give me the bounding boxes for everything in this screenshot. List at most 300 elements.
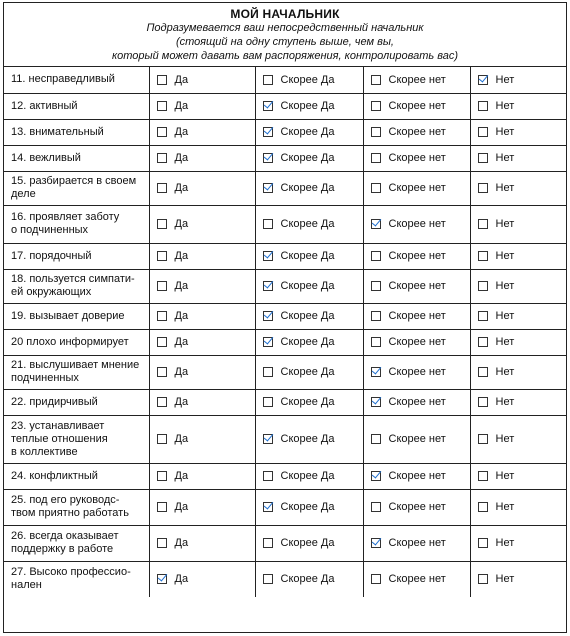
answer-option[interactable]: [256, 218, 363, 230]
option-label: Скорее нет: [388, 152, 446, 164]
option-label: Нет: [495, 470, 515, 482]
checked-checkbox-icon[interactable]: [263, 251, 273, 261]
option-label: Скорее нет: [388, 573, 446, 586]
table-row: [4, 561, 566, 597]
checkbox-icon[interactable]: [478, 219, 488, 229]
answer-cell: [255, 329, 363, 355]
checked-checkbox-icon[interactable]: [263, 434, 273, 444]
form-header: [4, 3, 566, 67]
answer-cell: [149, 67, 255, 93]
question-text: в коллективе: [11, 445, 78, 458]
answer-option[interactable]: [471, 152, 567, 164]
table-row: [4, 145, 566, 171]
answer-option[interactable]: [364, 126, 470, 138]
question-cell: [4, 303, 149, 329]
answer-cell: [363, 463, 470, 489]
checkbox-icon[interactable]: [371, 153, 381, 163]
answer-cell: [363, 67, 470, 93]
answer-option[interactable]: [471, 366, 567, 378]
answer-option[interactable]: [256, 336, 363, 348]
question-text: деле: [11, 188, 36, 200]
answer-cell: [149, 355, 255, 389]
checkbox-icon[interactable]: [157, 471, 167, 481]
question-text: 25. под его руководс-: [11, 494, 120, 506]
table-row: [4, 205, 566, 243]
answer-cell: [255, 355, 363, 389]
question-cell: [4, 93, 149, 119]
answer-cell: [255, 269, 363, 303]
option-label: Нет: [495, 250, 515, 262]
checkbox-icon[interactable]: [157, 219, 167, 229]
option-label: Скорее Да: [280, 250, 335, 262]
answer-cell: [470, 171, 566, 205]
checkbox-icon[interactable]: [371, 127, 381, 137]
table-row: [4, 525, 566, 561]
option-label: Скорее нет: [388, 126, 446, 138]
answer-option[interactable]: [150, 470, 255, 482]
checked-checkbox-icon[interactable]: [263, 311, 273, 321]
option-label: Да: [174, 396, 189, 408]
question-cell: [4, 525, 149, 561]
checkbox-icon[interactable]: [157, 502, 167, 512]
answer-option[interactable]: [256, 182, 363, 194]
option-label: Да: [174, 573, 189, 586]
answer-cell: [255, 67, 363, 93]
answer-cell: [255, 243, 363, 269]
checkbox-icon[interactable]: [371, 75, 381, 85]
answer-option[interactable]: [471, 126, 567, 138]
question-text: нален: [11, 579, 42, 592]
form-subtitle-line: (стоящий на одну ступень выше, чем вы,: [175, 36, 394, 48]
answer-option[interactable]: [150, 126, 255, 138]
option-label: Скорее нет: [388, 336, 446, 348]
checkbox-icon[interactable]: [157, 434, 167, 444]
answer-cell: [470, 303, 566, 329]
answer-cell: [363, 561, 470, 597]
answer-option[interactable]: [471, 433, 567, 445]
option-label: Скорее нет: [388, 250, 446, 262]
answer-option[interactable]: [364, 537, 470, 549]
checkbox-icon[interactable]: [371, 337, 381, 347]
checkbox-icon[interactable]: [263, 75, 273, 85]
answer-option[interactable]: [364, 182, 470, 194]
checkbox-icon[interactable]: [157, 397, 167, 407]
checkbox-icon[interactable]: [478, 281, 488, 291]
option-label: Скорее Да: [280, 100, 335, 112]
option-label: Да: [174, 73, 189, 86]
option-label: Скорее Да: [280, 126, 335, 138]
option-label: Да: [174, 100, 189, 112]
question-cell: [4, 243, 149, 269]
checkbox-icon[interactable]: [478, 127, 488, 137]
question-text: 15. разбирается в своем: [11, 175, 137, 187]
question-cell: [4, 463, 149, 489]
answer-cell: [255, 561, 363, 597]
answer-cell: [255, 525, 363, 561]
option-label: Нет: [495, 152, 515, 164]
answer-cell: [363, 145, 470, 171]
option-label: Скорее нет: [388, 396, 446, 408]
answer-cell: [255, 205, 363, 243]
survey-table: [4, 67, 566, 597]
option-label: Нет: [495, 396, 515, 408]
answer-option[interactable]: [256, 152, 363, 164]
question-cell: [4, 415, 149, 463]
answer-option[interactable]: [256, 310, 363, 322]
option-label: Да: [174, 336, 189, 348]
checkbox-icon[interactable]: [157, 538, 167, 548]
checkbox-icon[interactable]: [478, 101, 488, 111]
checked-checkbox-icon[interactable]: [263, 153, 273, 163]
option-label: Нет: [495, 573, 515, 586]
table-row: [4, 93, 566, 119]
question-cell: [4, 145, 149, 171]
question-cell: [4, 561, 149, 597]
answer-option[interactable]: [256, 366, 363, 378]
table-row: [4, 269, 566, 303]
answer-cell: [470, 415, 566, 463]
answer-option[interactable]: [471, 182, 567, 194]
question-text: 20 плохо информирует: [11, 335, 129, 348]
answer-option[interactable]: [471, 74, 567, 86]
answer-option[interactable]: [150, 182, 255, 194]
question-cell: [4, 205, 149, 243]
answer-option[interactable]: [256, 396, 363, 408]
answer-cell: [149, 329, 255, 355]
answer-option[interactable]: [256, 126, 363, 138]
answer-cell: [363, 243, 470, 269]
checkbox-icon[interactable]: [263, 538, 273, 548]
checkbox-icon[interactable]: [157, 127, 167, 137]
option-label: Да: [174, 218, 189, 230]
checked-checkbox-icon[interactable]: [371, 367, 381, 377]
answer-cell: [149, 389, 255, 415]
form-subtitle-line: который может давать вам распоряжения, контролировать вас): [111, 50, 459, 62]
answer-cell: [363, 329, 470, 355]
option-label: Нет: [495, 100, 515, 112]
option-label: Да: [174, 366, 189, 378]
question-text: 11. несправедливый: [11, 73, 115, 86]
question-text: 12. активный: [11, 99, 78, 112]
answer-option[interactable]: [364, 396, 470, 408]
answer-option[interactable]: [150, 250, 255, 262]
answer-cell: [149, 119, 255, 145]
question-text: 27. Высоко профессио-: [11, 566, 131, 579]
checkbox-icon[interactable]: [157, 281, 167, 291]
answer-option[interactable]: [471, 396, 567, 408]
checkbox-icon[interactable]: [263, 367, 273, 377]
survey-form: [3, 2, 567, 633]
checked-checkbox-icon[interactable]: [263, 101, 273, 111]
checkbox-icon[interactable]: [371, 183, 381, 193]
answer-option[interactable]: [150, 501, 255, 513]
answer-cell: [149, 303, 255, 329]
option-label: Да: [174, 470, 189, 482]
answer-cell: [255, 119, 363, 145]
answer-option[interactable]: [471, 470, 567, 482]
option-label: Нет: [495, 280, 515, 292]
option-label: Скорее Да: [280, 182, 335, 194]
checkbox-icon[interactable]: [478, 538, 488, 548]
answer-cell: [255, 389, 363, 415]
checked-checkbox-icon[interactable]: [371, 538, 381, 548]
option-label: Скорее нет: [388, 73, 446, 86]
answer-option[interactable]: [256, 537, 363, 549]
checkbox-icon[interactable]: [371, 502, 381, 512]
checkbox-icon[interactable]: [371, 311, 381, 321]
question-cell: [4, 489, 149, 525]
answer-option[interactable]: [150, 573, 255, 585]
checkbox-icon[interactable]: [157, 337, 167, 347]
question-cell: [4, 171, 149, 205]
answer-option[interactable]: [150, 537, 255, 549]
checkbox-icon[interactable]: [478, 502, 488, 512]
checkbox-icon[interactable]: [157, 367, 167, 377]
question-text: 23. устанавливает: [11, 419, 105, 432]
answer-cell: [363, 269, 470, 303]
answer-option[interactable]: [150, 433, 255, 445]
answer-option[interactable]: [150, 280, 255, 292]
checked-checkbox-icon[interactable]: [371, 471, 381, 481]
question-text: подчиненных: [11, 372, 79, 384]
answer-option[interactable]: [364, 152, 470, 164]
answer-cell: [255, 415, 363, 463]
answer-option[interactable]: [471, 218, 567, 230]
checked-checkbox-icon[interactable]: [157, 574, 167, 584]
answer-cell: [149, 93, 255, 119]
option-label: Скорее Да: [280, 366, 335, 378]
option-label: Скорее Да: [280, 396, 335, 408]
option-label: Скорее нет: [388, 182, 446, 194]
answer-option[interactable]: [364, 336, 470, 348]
option-label: Нет: [495, 501, 515, 513]
checkbox-icon[interactable]: [157, 101, 167, 111]
option-label: Нет: [495, 537, 515, 549]
answer-cell: [470, 67, 566, 93]
answer-cell: [149, 525, 255, 561]
question-text: 13. внимательный: [11, 125, 104, 138]
checked-checkbox-icon[interactable]: [263, 502, 273, 512]
question-cell: [4, 119, 149, 145]
answer-cell: [363, 93, 470, 119]
checkbox-icon[interactable]: [478, 251, 488, 261]
question-text: ей окружающих: [11, 286, 92, 298]
option-label: Нет: [495, 336, 515, 348]
answer-option[interactable]: [471, 250, 567, 262]
question-text: 22. придирчивый: [11, 395, 98, 408]
checkbox-icon[interactable]: [478, 434, 488, 444]
checkbox-icon[interactable]: [371, 574, 381, 584]
answer-cell: [255, 93, 363, 119]
answer-cell: [470, 489, 566, 525]
option-label: Нет: [495, 218, 515, 230]
checkbox-icon[interactable]: [478, 337, 488, 347]
checkbox-icon[interactable]: [263, 471, 273, 481]
checkbox-icon[interactable]: [478, 367, 488, 377]
checkbox-icon[interactable]: [371, 101, 381, 111]
answer-cell: [363, 355, 470, 389]
answer-cell: [470, 329, 566, 355]
answer-cell: [363, 489, 470, 525]
table-row: [4, 415, 566, 463]
answer-cell: [149, 171, 255, 205]
answer-cell: [363, 119, 470, 145]
answer-cell: [470, 269, 566, 303]
answer-option[interactable]: [364, 100, 470, 112]
answer-option[interactable]: [471, 310, 567, 322]
option-label: Да: [174, 433, 189, 445]
checkbox-icon[interactable]: [478, 153, 488, 163]
checkbox-icon[interactable]: [478, 574, 488, 584]
table-row: [4, 463, 566, 489]
checkbox-icon[interactable]: [371, 251, 381, 261]
answer-option[interactable]: [471, 501, 567, 513]
option-label: Да: [174, 152, 189, 164]
answer-cell: [149, 205, 255, 243]
question-cell: [4, 67, 149, 93]
checkbox-icon[interactable]: [157, 153, 167, 163]
option-label: Да: [174, 126, 189, 138]
answer-option[interactable]: [471, 100, 567, 112]
option-label: Да: [174, 310, 189, 322]
answer-cell: [470, 93, 566, 119]
question-text: о подчиненных: [11, 224, 89, 236]
checkbox-icon[interactable]: [478, 311, 488, 321]
answer-option[interactable]: [364, 470, 470, 482]
answer-cell: [470, 145, 566, 171]
option-label: Скорее нет: [388, 433, 446, 445]
answer-option[interactable]: [364, 310, 470, 322]
answer-option[interactable]: [256, 100, 363, 112]
option-label: Нет: [495, 182, 515, 194]
checkbox-icon[interactable]: [157, 183, 167, 193]
answer-cell: [470, 525, 566, 561]
answer-option[interactable]: [364, 74, 470, 86]
checkbox-icon[interactable]: [478, 397, 488, 407]
answer-cell: [255, 489, 363, 525]
option-label: Нет: [495, 310, 515, 322]
question-cell: [4, 269, 149, 303]
answer-cell: [149, 145, 255, 171]
checkbox-icon[interactable]: [157, 311, 167, 321]
answer-option[interactable]: [150, 100, 255, 112]
answer-option[interactable]: [471, 573, 567, 585]
checked-checkbox-icon[interactable]: [263, 337, 273, 347]
answer-option[interactable]: [150, 218, 255, 230]
answer-option[interactable]: [150, 74, 255, 86]
question-text: 18. пользуется симпати-: [11, 273, 135, 285]
option-label: Скорее нет: [388, 280, 446, 292]
answer-option[interactable]: [364, 218, 470, 230]
checkbox-icon[interactable]: [371, 281, 381, 291]
checkbox-icon[interactable]: [263, 397, 273, 407]
table-row: [4, 329, 566, 355]
answer-option[interactable]: [256, 433, 363, 445]
question-text: 16. проявляет заботу: [11, 211, 120, 223]
checkbox-icon[interactable]: [157, 75, 167, 85]
option-label: Нет: [495, 126, 515, 138]
option-label: Да: [174, 280, 189, 292]
checked-checkbox-icon[interactable]: [371, 219, 381, 229]
option-label: Скорее Да: [280, 152, 335, 164]
checkbox-icon[interactable]: [371, 434, 381, 444]
answer-option[interactable]: [364, 573, 470, 585]
answer-option[interactable]: [256, 470, 363, 482]
answer-cell: [470, 389, 566, 415]
table-row: [4, 119, 566, 145]
answer-cell: [149, 269, 255, 303]
checked-checkbox-icon[interactable]: [263, 127, 273, 137]
answer-cell: [470, 463, 566, 489]
option-label: Скорее Да: [280, 573, 335, 586]
answer-option[interactable]: [364, 366, 470, 378]
checked-checkbox-icon[interactable]: [371, 397, 381, 407]
answer-option[interactable]: [150, 152, 255, 164]
answer-option[interactable]: [471, 280, 567, 292]
answer-option[interactable]: [471, 537, 567, 549]
option-label: Скорее нет: [388, 537, 446, 549]
question-text: 26. всегда оказывает: [11, 530, 119, 542]
answer-option[interactable]: [150, 396, 255, 408]
answer-option[interactable]: [150, 366, 255, 378]
answer-option[interactable]: [256, 573, 363, 585]
checkbox-icon[interactable]: [263, 219, 273, 229]
option-label: Скорее Да: [280, 310, 335, 322]
answer-option[interactable]: [150, 310, 255, 322]
answer-cell: [363, 303, 470, 329]
answer-option[interactable]: [256, 250, 363, 262]
option-label: Да: [174, 250, 189, 262]
answer-option[interactable]: [364, 501, 470, 513]
answer-option[interactable]: [364, 250, 470, 262]
answer-cell: [255, 171, 363, 205]
table-row: [4, 243, 566, 269]
checkbox-icon[interactable]: [478, 471, 488, 481]
option-label: Скорее Да: [280, 537, 335, 549]
answer-cell: [470, 561, 566, 597]
checked-checkbox-icon[interactable]: [263, 183, 273, 193]
answer-option[interactable]: [256, 74, 363, 86]
checked-checkbox-icon[interactable]: [478, 75, 488, 85]
answer-option[interactable]: [256, 280, 363, 292]
answer-cell: [363, 525, 470, 561]
answer-cell: [363, 389, 470, 415]
answer-option[interactable]: [364, 433, 470, 445]
option-label: Нет: [495, 366, 515, 378]
answer-cell: [149, 463, 255, 489]
answer-option[interactable]: [256, 501, 363, 513]
question-cell: [4, 329, 149, 355]
answer-cell: [470, 119, 566, 145]
answer-cell: [363, 205, 470, 243]
answer-option[interactable]: [471, 336, 567, 348]
checked-checkbox-icon[interactable]: [263, 281, 273, 291]
option-label: Скорее нет: [388, 100, 446, 112]
option-label: Да: [174, 537, 189, 549]
table-row: [4, 171, 566, 205]
answer-option[interactable]: [150, 336, 255, 348]
question-text: 21. выслушивает мнение: [11, 359, 140, 371]
answer-cell: [470, 205, 566, 243]
checkbox-icon[interactable]: [263, 574, 273, 584]
option-label: Скорее Да: [280, 73, 335, 86]
checkbox-icon[interactable]: [478, 183, 488, 193]
option-label: Скорее Да: [280, 218, 335, 230]
answer-cell: [255, 145, 363, 171]
checkbox-icon[interactable]: [157, 251, 167, 261]
option-label: Скорее нет: [388, 470, 446, 482]
answer-option[interactable]: [364, 280, 470, 292]
